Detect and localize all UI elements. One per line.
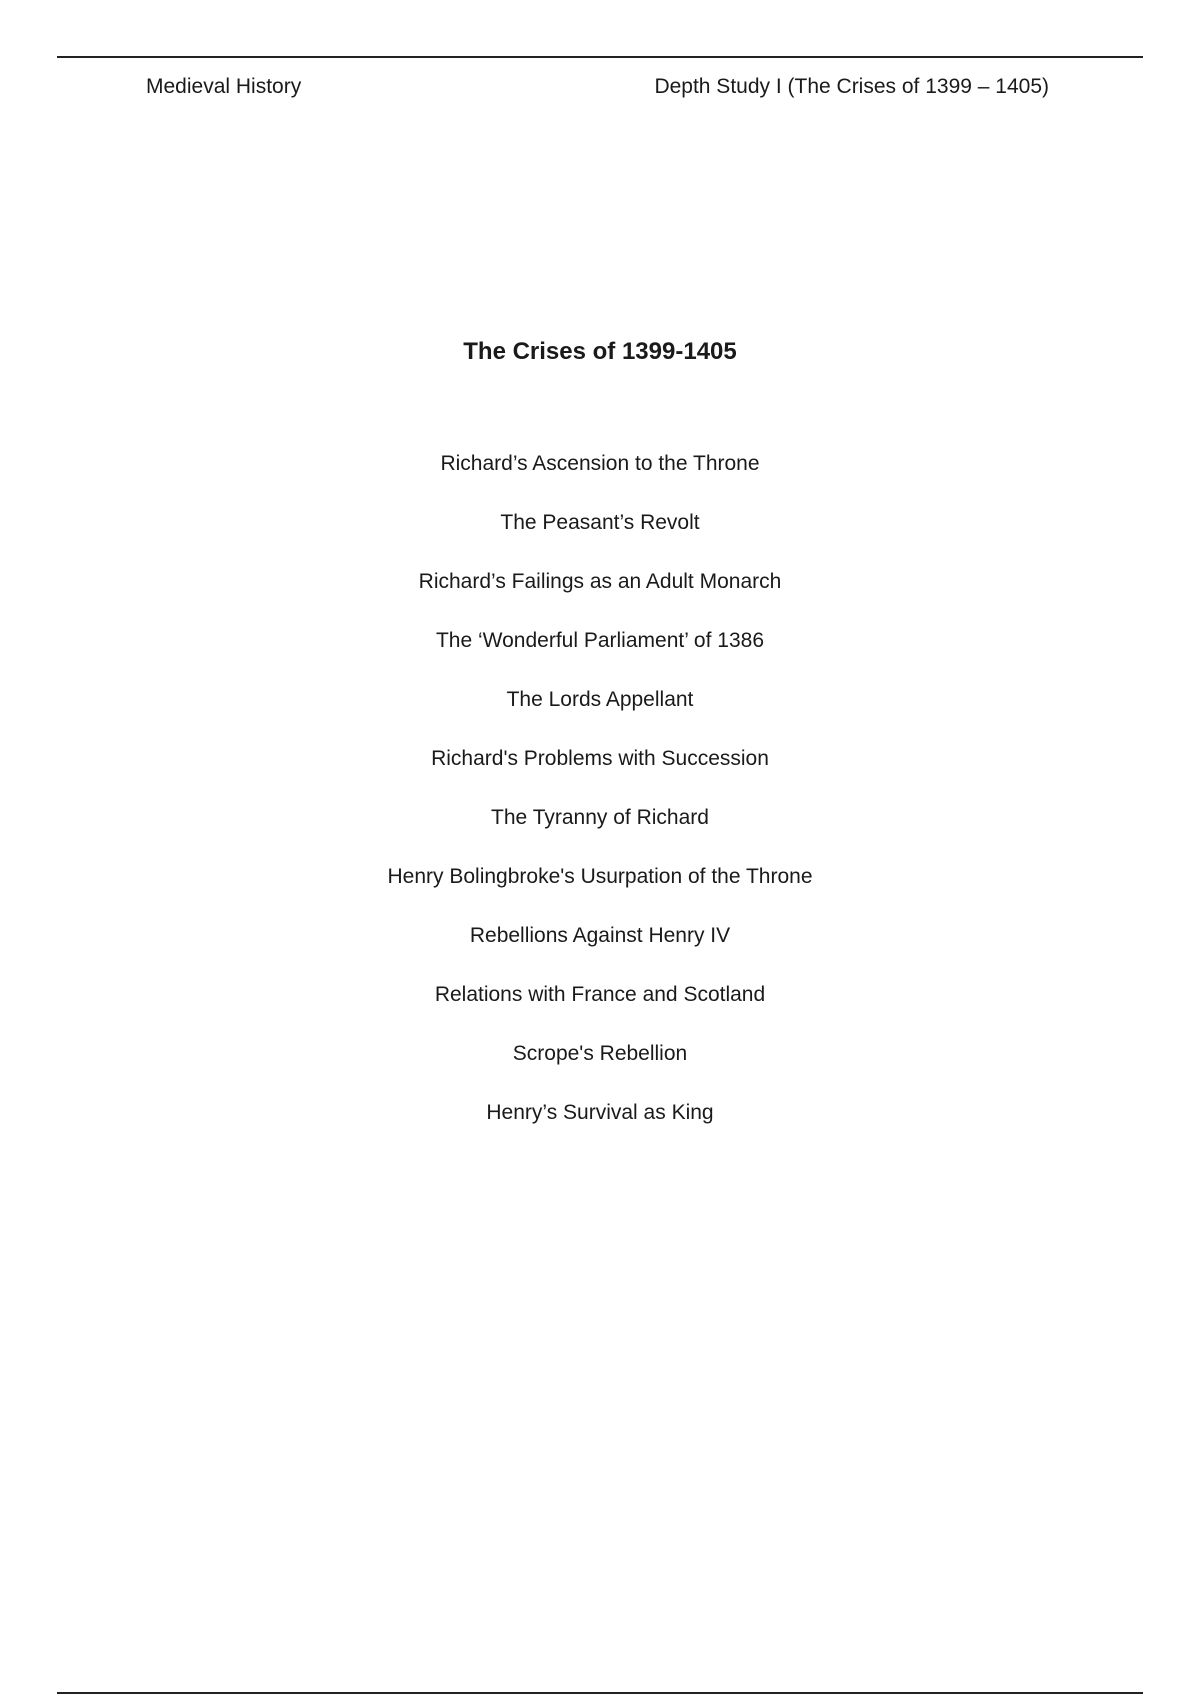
contents-item: The Tyranny of Richard <box>491 806 709 829</box>
page-title: The Crises of 1399-1405 <box>463 338 737 366</box>
contents-list <box>0 450 1200 1158</box>
footer-divider <box>57 1692 1143 1694</box>
contents-item: Richard’s Ascension to the Throne <box>440 452 760 475</box>
header-course-label: Medieval History <box>146 75 302 98</box>
contents-item: Relations with France and Scotland <box>434 983 766 1006</box>
contents-item: Richard's Problems with Succession <box>431 747 769 770</box>
header-divider <box>57 56 1143 58</box>
contents-item: The ‘Wonderful Parliament’ of 1386 <box>435 629 764 652</box>
contents-item: Scrope's Rebellion <box>512 1042 688 1065</box>
contents-item: Henry’s Survival as King <box>486 1101 714 1124</box>
contents-item: Henry Bolingbroke's Usurpation of the Throne <box>387 865 813 888</box>
contents-item: The Lords Appellant <box>506 688 694 711</box>
header-unit-label: Depth Study I (The Crises of 1399 – 1405) <box>654 75 1049 98</box>
contents-item: Rebellions Against Henry IV <box>469 924 731 947</box>
contents-item: Richard’s Failings as an Adult Monarch <box>418 570 782 593</box>
contents-item: The Peasant’s Revolt <box>500 511 700 534</box>
